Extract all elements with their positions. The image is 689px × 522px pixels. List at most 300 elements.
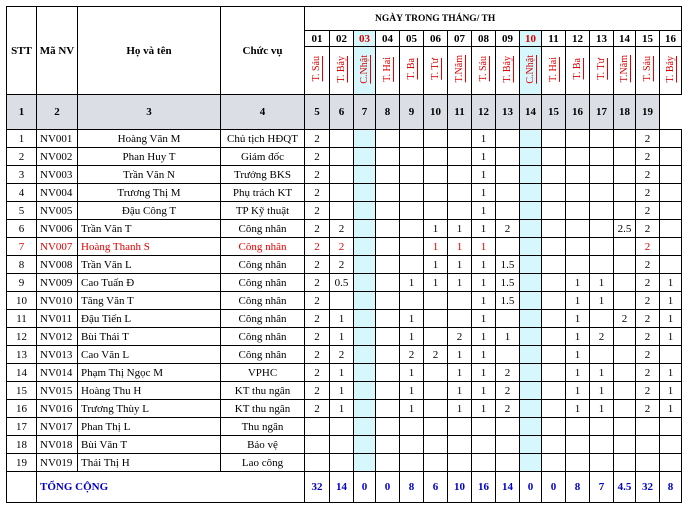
attendance-cell[interactable] [520, 310, 542, 328]
attendance-cell[interactable] [520, 382, 542, 400]
attendance-cell[interactable] [542, 454, 566, 472]
attendance-cell[interactable] [566, 166, 590, 184]
attendance-cell[interactable] [354, 346, 376, 364]
position-cell[interactable]: Chủ tịch HĐQT [221, 130, 305, 148]
attendance-cell[interactable] [542, 130, 566, 148]
employee-id-cell[interactable]: NV001 [37, 130, 78, 148]
attendance-cell[interactable] [400, 220, 424, 238]
attendance-cell[interactable]: 1 [472, 292, 496, 310]
attendance-cell[interactable] [660, 436, 682, 454]
attendance-cell[interactable]: 1 [472, 346, 496, 364]
attendance-cell[interactable] [542, 292, 566, 310]
stt-cell[interactable]: 16 [7, 400, 37, 418]
attendance-cell[interactable] [590, 346, 614, 364]
stt-cell[interactable]: 9 [7, 274, 37, 292]
attendance-cell[interactable] [448, 436, 472, 454]
attendance-cell[interactable] [520, 220, 542, 238]
attendance-cell[interactable]: 1 [448, 382, 472, 400]
attendance-cell[interactable] [542, 436, 566, 454]
attendance-cell[interactable]: 2 [636, 346, 660, 364]
employee-id-cell[interactable]: NV019 [37, 454, 78, 472]
attendance-cell[interactable] [520, 256, 542, 274]
attendance-cell[interactable] [520, 292, 542, 310]
attendance-cell[interactable]: 2.5 [614, 220, 636, 238]
attendance-cell[interactable] [566, 256, 590, 274]
attendance-cell[interactable] [448, 310, 472, 328]
attendance-cell[interactable] [660, 202, 682, 220]
attendance-cell[interactable] [400, 148, 424, 166]
attendance-cell[interactable] [520, 184, 542, 202]
employee-id-cell[interactable]: NV006 [37, 220, 78, 238]
attendance-cell[interactable] [542, 418, 566, 436]
attendance-cell[interactable] [354, 454, 376, 472]
attendance-cell[interactable] [660, 220, 682, 238]
attendance-cell[interactable]: 2 [636, 328, 660, 346]
attendance-cell[interactable] [354, 328, 376, 346]
attendance-cell[interactable] [354, 238, 376, 256]
attendance-cell[interactable]: 1 [566, 400, 590, 418]
employee-name-cell[interactable]: Hoàng Thanh S [78, 238, 221, 256]
attendance-cell[interactable]: 2 [636, 220, 660, 238]
attendance-cell[interactable] [520, 238, 542, 256]
employee-name-cell[interactable]: Phan Huy T [78, 148, 221, 166]
attendance-cell[interactable] [472, 436, 496, 454]
attendance-cell[interactable] [354, 148, 376, 166]
attendance-cell[interactable]: 2 [636, 166, 660, 184]
attendance-cell[interactable] [614, 238, 636, 256]
attendance-cell[interactable]: 1 [448, 256, 472, 274]
attendance-cell[interactable] [472, 454, 496, 472]
employee-id-cell[interactable]: NV018 [37, 436, 78, 454]
attendance-cell[interactable] [376, 274, 400, 292]
attendance-cell[interactable] [400, 418, 424, 436]
attendance-cell[interactable]: 1 [590, 364, 614, 382]
employee-name-cell[interactable]: Đậu Tiến L [78, 310, 221, 328]
attendance-cell[interactable] [614, 346, 636, 364]
attendance-cell[interactable]: 1 [660, 292, 682, 310]
attendance-cell[interactable] [636, 454, 660, 472]
employee-id-cell[interactable]: NV013 [37, 346, 78, 364]
attendance-cell[interactable]: 1 [660, 382, 682, 400]
attendance-cell[interactable] [614, 202, 636, 220]
attendance-cell[interactable] [354, 436, 376, 454]
position-cell[interactable]: Công nhân [221, 220, 305, 238]
stt-cell[interactable]: 6 [7, 220, 37, 238]
attendance-cell[interactable]: 1 [472, 310, 496, 328]
attendance-cell[interactable]: 1 [400, 328, 424, 346]
attendance-cell[interactable] [566, 220, 590, 238]
attendance-cell[interactable]: 1 [590, 292, 614, 310]
attendance-cell[interactable]: 2 [636, 130, 660, 148]
attendance-cell[interactable]: 1 [472, 220, 496, 238]
attendance-cell[interactable] [542, 202, 566, 220]
attendance-cell[interactable] [448, 418, 472, 436]
attendance-cell[interactable] [424, 202, 448, 220]
stt-cell[interactable]: 10 [7, 292, 37, 310]
attendance-cell[interactable] [520, 148, 542, 166]
attendance-cell[interactable] [520, 364, 542, 382]
attendance-cell[interactable] [566, 148, 590, 166]
attendance-cell[interactable] [590, 238, 614, 256]
attendance-cell[interactable] [660, 166, 682, 184]
attendance-cell[interactable] [400, 130, 424, 148]
attendance-cell[interactable] [614, 130, 636, 148]
attendance-cell[interactable] [636, 418, 660, 436]
attendance-cell[interactable] [400, 256, 424, 274]
attendance-cell[interactable]: 1 [472, 238, 496, 256]
attendance-cell[interactable] [376, 436, 400, 454]
employee-name-cell[interactable]: Bùi Văn T [78, 436, 221, 454]
stt-cell[interactable]: 13 [7, 346, 37, 364]
attendance-cell[interactable] [330, 292, 354, 310]
attendance-cell[interactable] [542, 400, 566, 418]
attendance-cell[interactable]: 2 [305, 382, 330, 400]
position-cell[interactable]: Công nhân [221, 238, 305, 256]
attendance-cell[interactable] [542, 310, 566, 328]
attendance-cell[interactable]: 1 [424, 238, 448, 256]
attendance-cell[interactable] [330, 418, 354, 436]
attendance-cell[interactable] [614, 148, 636, 166]
attendance-cell[interactable]: 1 [566, 364, 590, 382]
stt-cell[interactable]: 8 [7, 256, 37, 274]
attendance-cell[interactable] [376, 382, 400, 400]
attendance-cell[interactable]: 1 [496, 328, 520, 346]
attendance-cell[interactable] [660, 130, 682, 148]
attendance-cell[interactable] [614, 418, 636, 436]
attendance-cell[interactable] [590, 202, 614, 220]
attendance-cell[interactable] [305, 418, 330, 436]
attendance-cell[interactable] [520, 346, 542, 364]
attendance-cell[interactable] [496, 310, 520, 328]
attendance-cell[interactable] [448, 148, 472, 166]
attendance-cell[interactable] [566, 202, 590, 220]
attendance-cell[interactable] [424, 166, 448, 184]
attendance-cell[interactable] [590, 130, 614, 148]
stt-cell[interactable]: 12 [7, 328, 37, 346]
attendance-cell[interactable]: 1 [472, 256, 496, 274]
attendance-cell[interactable]: 2 [330, 220, 354, 238]
attendance-cell[interactable] [330, 202, 354, 220]
attendance-cell[interactable] [496, 238, 520, 256]
employee-name-cell[interactable]: Cao Văn L [78, 346, 221, 364]
attendance-cell[interactable]: 1 [330, 364, 354, 382]
employee-name-cell[interactable]: Bùi Thái T [78, 328, 221, 346]
attendance-cell[interactable]: 2 [614, 310, 636, 328]
attendance-cell[interactable] [376, 328, 400, 346]
attendance-cell[interactable]: 2 [636, 274, 660, 292]
employee-name-cell[interactable]: Trương Thị M [78, 184, 221, 202]
attendance-cell[interactable] [496, 184, 520, 202]
attendance-cell[interactable] [542, 382, 566, 400]
attendance-cell[interactable] [590, 148, 614, 166]
position-cell[interactable]: Công nhân [221, 256, 305, 274]
attendance-cell[interactable] [660, 256, 682, 274]
attendance-cell[interactable] [542, 184, 566, 202]
attendance-cell[interactable] [542, 166, 566, 184]
stt-cell[interactable]: 19 [7, 454, 37, 472]
attendance-cell[interactable]: 1 [330, 310, 354, 328]
attendance-cell[interactable] [614, 364, 636, 382]
attendance-cell[interactable] [614, 166, 636, 184]
attendance-cell[interactable] [400, 184, 424, 202]
attendance-cell[interactable] [424, 184, 448, 202]
employee-id-cell[interactable]: NV011 [37, 310, 78, 328]
employee-name-cell[interactable]: Trần Văn T [78, 220, 221, 238]
attendance-cell[interactable]: 1 [472, 202, 496, 220]
attendance-cell[interactable] [400, 292, 424, 310]
attendance-cell[interactable]: 2 [305, 166, 330, 184]
attendance-cell[interactable]: 2 [636, 184, 660, 202]
attendance-cell[interactable] [376, 130, 400, 148]
attendance-cell[interactable] [376, 346, 400, 364]
attendance-cell[interactable]: 2 [636, 364, 660, 382]
employee-id-cell[interactable]: NV007 [37, 238, 78, 256]
attendance-cell[interactable] [376, 148, 400, 166]
attendance-cell[interactable] [424, 400, 448, 418]
attendance-cell[interactable]: 2 [496, 382, 520, 400]
attendance-cell[interactable] [520, 436, 542, 454]
attendance-cell[interactable] [520, 454, 542, 472]
attendance-cell[interactable]: 2 [636, 292, 660, 310]
attendance-cell[interactable]: 1 [660, 400, 682, 418]
attendance-cell[interactable] [305, 436, 330, 454]
position-cell[interactable]: Công nhân [221, 310, 305, 328]
attendance-cell[interactable] [424, 130, 448, 148]
attendance-cell[interactable] [376, 166, 400, 184]
attendance-cell[interactable]: 2 [305, 238, 330, 256]
position-cell[interactable]: KT thu ngân [221, 400, 305, 418]
attendance-cell[interactable] [376, 400, 400, 418]
attendance-cell[interactable]: 1 [448, 238, 472, 256]
attendance-cell[interactable] [354, 400, 376, 418]
attendance-cell[interactable] [566, 238, 590, 256]
employee-id-cell[interactable]: NV008 [37, 256, 78, 274]
stt-cell[interactable]: 2 [7, 148, 37, 166]
attendance-cell[interactable] [330, 148, 354, 166]
employee-id-cell[interactable]: NV009 [37, 274, 78, 292]
attendance-cell[interactable]: 1 [472, 130, 496, 148]
attendance-cell[interactable]: 1 [590, 274, 614, 292]
position-cell[interactable]: Lao công [221, 454, 305, 472]
employee-id-cell[interactable]: NV002 [37, 148, 78, 166]
attendance-cell[interactable] [496, 436, 520, 454]
position-cell[interactable]: TP Kỹ thuật [221, 202, 305, 220]
attendance-cell[interactable] [660, 184, 682, 202]
attendance-cell[interactable]: 1 [660, 364, 682, 382]
attendance-cell[interactable]: 1 [448, 400, 472, 418]
attendance-cell[interactable] [590, 436, 614, 454]
stt-cell[interactable]: 4 [7, 184, 37, 202]
attendance-cell[interactable]: 1 [566, 328, 590, 346]
attendance-cell[interactable] [354, 256, 376, 274]
attendance-cell[interactable]: 1 [472, 400, 496, 418]
attendance-cell[interactable] [400, 238, 424, 256]
attendance-cell[interactable]: 1 [330, 328, 354, 346]
attendance-cell[interactable] [424, 418, 448, 436]
attendance-cell[interactable]: 1 [448, 274, 472, 292]
employee-name-cell[interactable]: Hoàng Văn M [78, 130, 221, 148]
attendance-cell[interactable]: 1 [472, 328, 496, 346]
stt-cell[interactable]: 17 [7, 418, 37, 436]
attendance-cell[interactable] [542, 256, 566, 274]
stt-cell[interactable]: 7 [7, 238, 37, 256]
attendance-cell[interactable] [542, 238, 566, 256]
attendance-cell[interactable] [376, 364, 400, 382]
attendance-cell[interactable] [448, 130, 472, 148]
attendance-cell[interactable]: 1 [472, 148, 496, 166]
attendance-cell[interactable] [542, 346, 566, 364]
position-cell[interactable]: Giám đốc [221, 148, 305, 166]
attendance-cell[interactable] [542, 364, 566, 382]
attendance-cell[interactable] [424, 292, 448, 310]
attendance-cell[interactable] [614, 256, 636, 274]
attendance-cell[interactable] [376, 238, 400, 256]
employee-name-cell[interactable]: Trần Văn L [78, 256, 221, 274]
attendance-cell[interactable] [660, 238, 682, 256]
stt-cell[interactable]: 3 [7, 166, 37, 184]
attendance-cell[interactable] [496, 166, 520, 184]
attendance-cell[interactable] [520, 166, 542, 184]
attendance-cell[interactable] [660, 148, 682, 166]
attendance-cell[interactable]: 1 [330, 382, 354, 400]
attendance-cell[interactable]: 1 [590, 400, 614, 418]
attendance-cell[interactable]: 1 [472, 382, 496, 400]
attendance-cell[interactable] [590, 418, 614, 436]
attendance-cell[interactable]: 1 [448, 346, 472, 364]
attendance-cell[interactable] [424, 436, 448, 454]
attendance-cell[interactable]: 1 [566, 292, 590, 310]
stt-cell[interactable]: 14 [7, 364, 37, 382]
attendance-cell[interactable] [590, 184, 614, 202]
attendance-cell[interactable]: 2 [330, 256, 354, 274]
employee-name-cell[interactable]: Phan Thị L [78, 418, 221, 436]
employee-name-cell[interactable]: Cao Tuấn Đ [78, 274, 221, 292]
attendance-cell[interactable] [542, 148, 566, 166]
attendance-cell[interactable]: 1.5 [496, 256, 520, 274]
employee-id-cell[interactable]: NV016 [37, 400, 78, 418]
attendance-cell[interactable]: 2 [305, 310, 330, 328]
attendance-cell[interactable]: 1 [660, 274, 682, 292]
attendance-cell[interactable] [472, 418, 496, 436]
attendance-cell[interactable]: 2 [305, 364, 330, 382]
attendance-cell[interactable] [614, 382, 636, 400]
attendance-cell[interactable] [614, 328, 636, 346]
attendance-cell[interactable]: 2 [636, 400, 660, 418]
attendance-cell[interactable]: 1 [566, 274, 590, 292]
position-cell[interactable]: Bảo vệ [221, 436, 305, 454]
attendance-cell[interactable] [614, 454, 636, 472]
attendance-cell[interactable]: 1 [424, 256, 448, 274]
attendance-cell[interactable]: 0.5 [330, 274, 354, 292]
attendance-cell[interactable] [590, 166, 614, 184]
position-cell[interactable]: VPHC [221, 364, 305, 382]
attendance-cell[interactable] [400, 202, 424, 220]
attendance-cell[interactable]: 1 [448, 220, 472, 238]
attendance-cell[interactable] [424, 454, 448, 472]
attendance-cell[interactable] [354, 220, 376, 238]
attendance-cell[interactable] [566, 436, 590, 454]
employee-name-cell[interactable]: Hoàng Thu H [78, 382, 221, 400]
attendance-cell[interactable] [614, 292, 636, 310]
attendance-cell[interactable] [424, 148, 448, 166]
attendance-cell[interactable] [376, 220, 400, 238]
attendance-cell[interactable] [590, 310, 614, 328]
attendance-cell[interactable] [354, 166, 376, 184]
attendance-cell[interactable] [354, 364, 376, 382]
employee-id-cell[interactable]: NV015 [37, 382, 78, 400]
employee-id-cell[interactable]: NV005 [37, 202, 78, 220]
position-cell[interactable]: Công nhân [221, 274, 305, 292]
attendance-cell[interactable]: 1 [400, 382, 424, 400]
attendance-cell[interactable] [590, 220, 614, 238]
attendance-cell[interactable]: 1 [660, 310, 682, 328]
attendance-cell[interactable]: 1 [472, 274, 496, 292]
attendance-cell[interactable] [636, 436, 660, 454]
attendance-cell[interactable]: 2 [305, 220, 330, 238]
employee-name-cell[interactable]: Trương Thùy L [78, 400, 221, 418]
attendance-cell[interactable]: 2 [448, 328, 472, 346]
attendance-cell[interactable] [376, 310, 400, 328]
attendance-cell[interactable] [305, 454, 330, 472]
employee-id-cell[interactable]: NV012 [37, 328, 78, 346]
employee-id-cell[interactable]: NV010 [37, 292, 78, 310]
attendance-cell[interactable]: 1 [400, 400, 424, 418]
position-cell[interactable]: Phụ trách KT [221, 184, 305, 202]
attendance-cell[interactable] [520, 418, 542, 436]
attendance-cell[interactable] [354, 418, 376, 436]
attendance-cell[interactable] [376, 184, 400, 202]
attendance-cell[interactable]: 2 [590, 328, 614, 346]
attendance-cell[interactable] [542, 220, 566, 238]
attendance-cell[interactable]: 1 [330, 400, 354, 418]
position-cell[interactable]: KT thu ngân [221, 382, 305, 400]
attendance-cell[interactable] [376, 454, 400, 472]
attendance-cell[interactable] [400, 454, 424, 472]
attendance-cell[interactable]: 2 [305, 130, 330, 148]
attendance-cell[interactable] [424, 382, 448, 400]
attendance-cell[interactable]: 2 [636, 382, 660, 400]
attendance-cell[interactable] [614, 274, 636, 292]
attendance-cell[interactable] [424, 310, 448, 328]
attendance-cell[interactable]: 2 [305, 184, 330, 202]
attendance-cell[interactable]: 1 [472, 364, 496, 382]
attendance-cell[interactable] [354, 310, 376, 328]
employee-id-cell[interactable]: NV017 [37, 418, 78, 436]
attendance-cell[interactable]: 2 [636, 202, 660, 220]
employee-id-cell[interactable]: NV003 [37, 166, 78, 184]
stt-cell[interactable]: 11 [7, 310, 37, 328]
stt-cell[interactable]: 5 [7, 202, 37, 220]
attendance-cell[interactable]: 2 [330, 346, 354, 364]
attendance-cell[interactable] [660, 418, 682, 436]
attendance-cell[interactable]: 2 [636, 148, 660, 166]
attendance-cell[interactable]: 2 [305, 328, 330, 346]
attendance-cell[interactable] [424, 364, 448, 382]
attendance-cell[interactable]: 1 [566, 310, 590, 328]
attendance-cell[interactable] [614, 400, 636, 418]
attendance-cell[interactable] [354, 274, 376, 292]
attendance-cell[interactable]: 1.5 [496, 274, 520, 292]
attendance-cell[interactable]: 2 [636, 310, 660, 328]
attendance-cell[interactable] [496, 454, 520, 472]
attendance-cell[interactable] [448, 166, 472, 184]
employee-name-cell[interactable]: Tăng Văn T [78, 292, 221, 310]
position-cell[interactable]: Thu ngân [221, 418, 305, 436]
attendance-cell[interactable] [660, 346, 682, 364]
attendance-cell[interactable] [496, 202, 520, 220]
attendance-cell[interactable]: 1 [400, 364, 424, 382]
attendance-cell[interactable]: 2 [636, 256, 660, 274]
